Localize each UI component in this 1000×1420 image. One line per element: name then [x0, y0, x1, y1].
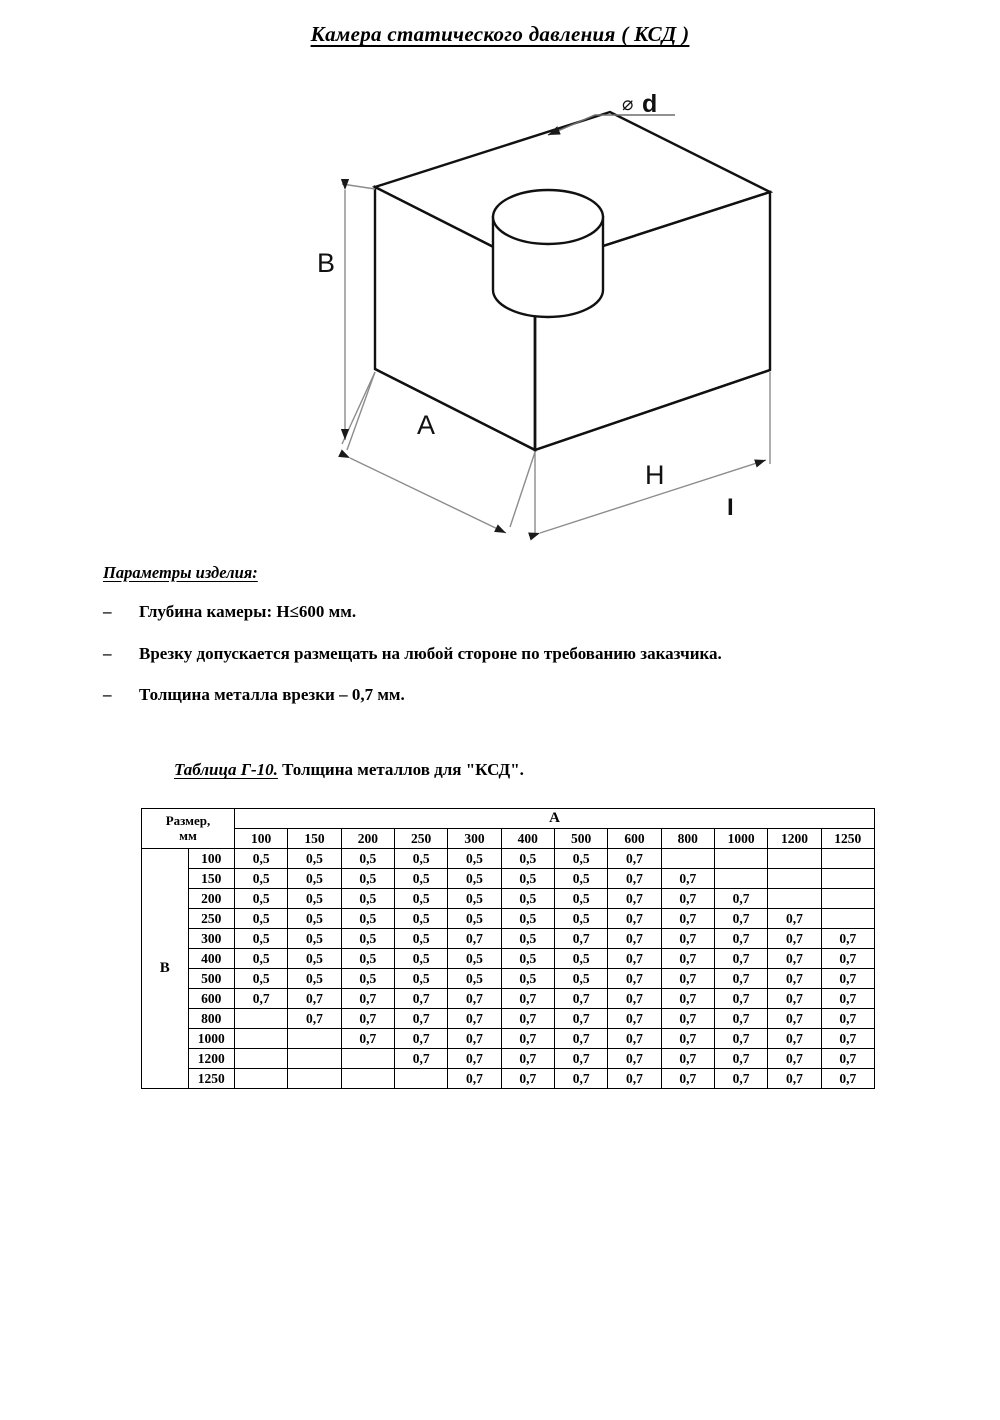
row-header-100: 100	[188, 849, 235, 869]
cell-b150-a300: 0,5	[448, 869, 501, 889]
cell-b1000-a250: 0,7	[394, 1029, 447, 1049]
column-header-1000: 1000	[714, 829, 767, 849]
product-isometric-drawing	[210, 72, 810, 542]
cell-b300-a250: 0,5	[394, 929, 447, 949]
corner-header-size	[142, 809, 235, 849]
list-item-text: Глубина камеры: H≤600 мм.	[139, 602, 357, 621]
corner-header-line2: мм	[179, 827, 197, 843]
column-header-1250: 1250	[821, 829, 874, 849]
cell-b400-a500: 0,5	[554, 949, 607, 969]
row-header-250: 250	[188, 909, 235, 929]
dimension-line-h	[535, 372, 770, 535]
cell-b600-a200: 0,7	[341, 989, 394, 1009]
cell-b150-a1000	[714, 869, 767, 889]
cell-b200-a500: 0,5	[554, 889, 607, 909]
cell-b250-a100: 0,5	[235, 909, 288, 929]
cell-b100-a100: 0,5	[235, 849, 288, 869]
cell-b300-a150: 0,5	[288, 929, 341, 949]
cell-b400-a1250: 0,7	[821, 949, 874, 969]
table-row	[142, 1049, 875, 1069]
spigot-cylinder	[493, 190, 603, 317]
cell-b1000-a1200: 0,7	[768, 1029, 821, 1049]
cell-b1000-a500: 0,7	[554, 1029, 607, 1049]
cell-b600-a1250: 0,7	[821, 989, 874, 1009]
cell-b200-a1200	[768, 889, 821, 909]
cell-b1200-a500: 0,7	[554, 1049, 607, 1069]
cell-b1000-a1250: 0,7	[821, 1029, 874, 1049]
column-header-1200: 1200	[768, 829, 821, 849]
cell-b100-a400: 0,5	[501, 849, 554, 869]
table-row	[142, 1009, 875, 1029]
cell-b300-a300: 0,7	[448, 929, 501, 949]
cell-b800-a500: 0,7	[554, 1009, 607, 1029]
table-header-row-columns	[142, 829, 875, 849]
cell-b200-a1250	[821, 889, 874, 909]
cell-b400-a600: 0,7	[608, 949, 661, 969]
cell-b500-a200: 0,5	[341, 969, 394, 989]
row-header-1000: 1000	[188, 1029, 235, 1049]
row-header-200: 200	[188, 889, 235, 909]
row-header-600: 600	[188, 989, 235, 1009]
cell-b1200-a400: 0,7	[501, 1049, 554, 1069]
table-caption-text: Толщина металлов для "КСД".	[277, 760, 524, 779]
table-row	[142, 969, 875, 989]
cell-b400-a100: 0,5	[235, 949, 288, 969]
cell-b150-a400: 0,5	[501, 869, 554, 889]
page-title-text: Камера статического давления ( КСД )	[310, 22, 690, 46]
cell-b150-a500: 0,5	[554, 869, 607, 889]
table-number: Таблица Г-10.	[174, 760, 278, 779]
cell-b200-a150: 0,5	[288, 889, 341, 909]
cell-b100-a1200	[768, 849, 821, 869]
list-item	[103, 644, 903, 664]
cell-b800-a400: 0,7	[501, 1009, 554, 1029]
cell-b600-a1000: 0,7	[714, 989, 767, 1009]
cell-b300-a1200: 0,7	[768, 929, 821, 949]
cell-b500-a1200: 0,7	[768, 969, 821, 989]
corner-header-line1: Размер,	[165, 812, 211, 828]
cell-b400-a800: 0,7	[661, 949, 714, 969]
cell-b300-a800: 0,7	[661, 929, 714, 949]
cell-b500-a600: 0,7	[608, 969, 661, 989]
cell-b1250-a600: 0,7	[608, 1069, 661, 1089]
cell-b100-a1250	[821, 849, 874, 869]
parameters-heading: Параметры изделия:	[103, 563, 258, 582]
cell-b800-a250: 0,7	[394, 1009, 447, 1029]
product-parameters-section	[103, 563, 903, 727]
cell-b100-a500: 0,5	[554, 849, 607, 869]
cell-b500-a1000: 0,7	[714, 969, 767, 989]
cell-b250-a600: 0,7	[608, 909, 661, 929]
cell-b600-a150: 0,7	[288, 989, 341, 1009]
cell-b800-a1200: 0,7	[768, 1009, 821, 1029]
cell-b1250-a800: 0,7	[661, 1069, 714, 1089]
cell-b250-a300: 0,5	[448, 909, 501, 929]
cell-b300-a600: 0,7	[608, 929, 661, 949]
list-item-text: Врезку допускается размещать на любой стороне по требованию заказчика.	[139, 643, 722, 663]
table-row	[142, 849, 875, 869]
cell-b100-a150: 0,5	[288, 849, 341, 869]
cell-b500-a100: 0,5	[235, 969, 288, 989]
cell-b100-a200: 0,5	[341, 849, 394, 869]
parameters-list	[103, 602, 903, 705]
cell-b1250-a500: 0,7	[554, 1069, 607, 1089]
cell-b800-a1250: 0,7	[821, 1009, 874, 1029]
bullet-dash: –	[103, 685, 112, 705]
cell-b500-a500: 0,5	[554, 969, 607, 989]
cell-b400-a400: 0,5	[501, 949, 554, 969]
cell-b200-a400: 0,5	[501, 889, 554, 909]
cell-b150-a250: 0,5	[394, 869, 447, 889]
cell-b1250-a300: 0,7	[448, 1069, 501, 1089]
list-item	[103, 685, 903, 705]
bullet-dash: –	[103, 602, 112, 621]
dimension-label-a: A	[417, 410, 436, 440]
cell-b100-a300: 0,5	[448, 849, 501, 869]
column-header-200: 200	[341, 829, 394, 849]
row-header-150: 150	[188, 869, 235, 889]
cell-b800-a1000: 0,7	[714, 1009, 767, 1029]
cell-b250-a400: 0,5	[501, 909, 554, 929]
cell-b1250-a400: 0,7	[501, 1069, 554, 1089]
cell-b1200-a1250: 0,7	[821, 1049, 874, 1069]
row-group-label-b: B	[142, 849, 189, 1089]
cell-b250-a250: 0,5	[394, 909, 447, 929]
cell-b500-a150: 0,5	[288, 969, 341, 989]
cell-b400-a250: 0,5	[394, 949, 447, 969]
cell-b100-a800	[661, 849, 714, 869]
list-item-text: Толщина металла врезки – 0,7 мм.	[139, 685, 405, 705]
cell-b1000-a800: 0,7	[661, 1029, 714, 1049]
cell-b250-a1200: 0,7	[768, 909, 821, 929]
cell-b200-a800: 0,7	[661, 889, 714, 909]
cell-b600-a1200: 0,7	[768, 989, 821, 1009]
cell-b250-a800: 0,7	[661, 909, 714, 929]
cell-b1200-a1000: 0,7	[714, 1049, 767, 1069]
table-header-row-group	[142, 809, 875, 829]
cell-b1000-a1000: 0,7	[714, 1029, 767, 1049]
diameter-symbol: ⌀	[622, 94, 634, 115]
cell-b300-a500: 0,7	[554, 929, 607, 949]
cell-b150-a100: 0,5	[235, 869, 288, 889]
cell-b150-a800: 0,7	[661, 869, 714, 889]
cell-b100-a250: 0,5	[394, 849, 447, 869]
column-header-250: 250	[394, 829, 447, 849]
table-row	[142, 929, 875, 949]
cell-b500-a400: 0,5	[501, 969, 554, 989]
cell-b1250-a1200: 0,7	[768, 1069, 821, 1089]
cell-b1250-a1250: 0,7	[821, 1069, 874, 1089]
cell-b1200-a1200: 0,7	[768, 1049, 821, 1069]
cell-b250-a150: 0,5	[288, 909, 341, 929]
table-row	[142, 1029, 875, 1049]
cell-b1200-a150	[288, 1049, 341, 1069]
cell-b500-a250: 0,5	[394, 969, 447, 989]
cell-b600-a600: 0,7	[608, 989, 661, 1009]
cell-b1000-a600: 0,7	[608, 1029, 661, 1049]
cell-b200-a250: 0,5	[394, 889, 447, 909]
cell-b250-a1250	[821, 909, 874, 929]
cell-b1200-a100	[235, 1049, 288, 1069]
cell-b500-a800: 0,7	[661, 969, 714, 989]
column-group-label-a: A	[235, 809, 875, 829]
cell-b150-a150: 0,5	[288, 869, 341, 889]
cell-b150-a1250	[821, 869, 874, 889]
cell-b300-a1250: 0,7	[821, 929, 874, 949]
cell-b1200-a250: 0,7	[394, 1049, 447, 1069]
cell-b1200-a800: 0,7	[661, 1049, 714, 1069]
marker-i-label: I	[727, 494, 734, 521]
cell-b150-a200: 0,5	[341, 869, 394, 889]
cell-b1200-a300: 0,7	[448, 1049, 501, 1069]
cell-b150-a600: 0,7	[608, 869, 661, 889]
cell-b600-a300: 0,7	[448, 989, 501, 1009]
cell-b800-a300: 0,7	[448, 1009, 501, 1029]
cell-b800-a800: 0,7	[661, 1009, 714, 1029]
cell-b400-a1000: 0,7	[714, 949, 767, 969]
cell-b600-a800: 0,7	[661, 989, 714, 1009]
cell-b200-a200: 0,5	[341, 889, 394, 909]
column-header-100: 100	[235, 829, 288, 849]
cell-b150-a1200	[768, 869, 821, 889]
cell-b1250-a150	[288, 1069, 341, 1089]
cell-b1000-a300: 0,7	[448, 1029, 501, 1049]
cell-b100-a600: 0,7	[608, 849, 661, 869]
column-header-800: 800	[661, 829, 714, 849]
cell-b200-a300: 0,5	[448, 889, 501, 909]
cell-b400-a200: 0,5	[341, 949, 394, 969]
cell-b800-a100	[235, 1009, 288, 1029]
cell-b200-a600: 0,7	[608, 889, 661, 909]
cell-b1000-a200: 0,7	[341, 1029, 394, 1049]
metal-thickness-table	[141, 808, 875, 1089]
cell-b1250-a1000: 0,7	[714, 1069, 767, 1089]
cell-b400-a150: 0,5	[288, 949, 341, 969]
row-header-1200: 1200	[188, 1049, 235, 1069]
cell-b250-a500: 0,5	[554, 909, 607, 929]
bullet-dash: –	[103, 643, 112, 663]
row-header-500: 500	[188, 969, 235, 989]
cell-b600-a100: 0,7	[235, 989, 288, 1009]
cell-b250-a1000: 0,7	[714, 909, 767, 929]
metal-thickness-table-container	[141, 808, 875, 1089]
cell-b800-a150: 0,7	[288, 1009, 341, 1029]
table-row	[142, 1069, 875, 1089]
diameter-label: d	[642, 90, 658, 118]
cell-b400-a1200: 0,7	[768, 949, 821, 969]
table-row	[142, 909, 875, 929]
cell-b800-a200: 0,7	[341, 1009, 394, 1029]
table-head	[142, 809, 875, 849]
cell-b600-a500: 0,7	[554, 989, 607, 1009]
cell-b1200-a600: 0,7	[608, 1049, 661, 1069]
table-caption	[174, 760, 524, 780]
cell-b300-a100: 0,5	[235, 929, 288, 949]
cell-b200-a1000: 0,7	[714, 889, 767, 909]
cell-b1000-a100	[235, 1029, 288, 1049]
cell-b500-a1250: 0,7	[821, 969, 874, 989]
cell-b100-a1000	[714, 849, 767, 869]
cell-b1250-a100	[235, 1069, 288, 1089]
page-title	[0, 22, 1000, 47]
cell-b200-a100: 0,5	[235, 889, 288, 909]
cell-b500-a300: 0,5	[448, 969, 501, 989]
list-item	[103, 602, 903, 622]
row-header-400: 400	[188, 949, 235, 969]
cell-b1000-a150	[288, 1029, 341, 1049]
row-header-300: 300	[188, 929, 235, 949]
cell-b300-a1000: 0,7	[714, 929, 767, 949]
cell-b300-a400: 0,5	[501, 929, 554, 949]
table-row	[142, 989, 875, 1009]
table-row	[142, 869, 875, 889]
cell-b250-a200: 0,5	[341, 909, 394, 929]
cell-b800-a600: 0,7	[608, 1009, 661, 1029]
cell-b1250-a250	[394, 1069, 447, 1089]
cell-b400-a300: 0,5	[448, 949, 501, 969]
column-header-500: 500	[554, 829, 607, 849]
row-header-800: 800	[188, 1009, 235, 1029]
dimension-label-h: H	[645, 460, 665, 490]
column-header-600: 600	[608, 829, 661, 849]
table-row	[142, 949, 875, 969]
dimension-line-a	[347, 372, 535, 533]
column-header-400: 400	[501, 829, 554, 849]
cell-b600-a400: 0,7	[501, 989, 554, 1009]
table-body	[142, 849, 875, 1089]
column-header-300: 300	[448, 829, 501, 849]
row-header-1250: 1250	[188, 1069, 235, 1089]
cell-b1200-a200	[341, 1049, 394, 1069]
cell-b1000-a400: 0,7	[501, 1029, 554, 1049]
cell-b1250-a200	[341, 1069, 394, 1089]
dimension-line-b	[342, 184, 375, 444]
column-header-150: 150	[288, 829, 341, 849]
cell-b300-a200: 0,5	[341, 929, 394, 949]
table-row	[142, 889, 875, 909]
dimension-label-b: B	[317, 248, 336, 278]
cell-b600-a250: 0,7	[394, 989, 447, 1009]
